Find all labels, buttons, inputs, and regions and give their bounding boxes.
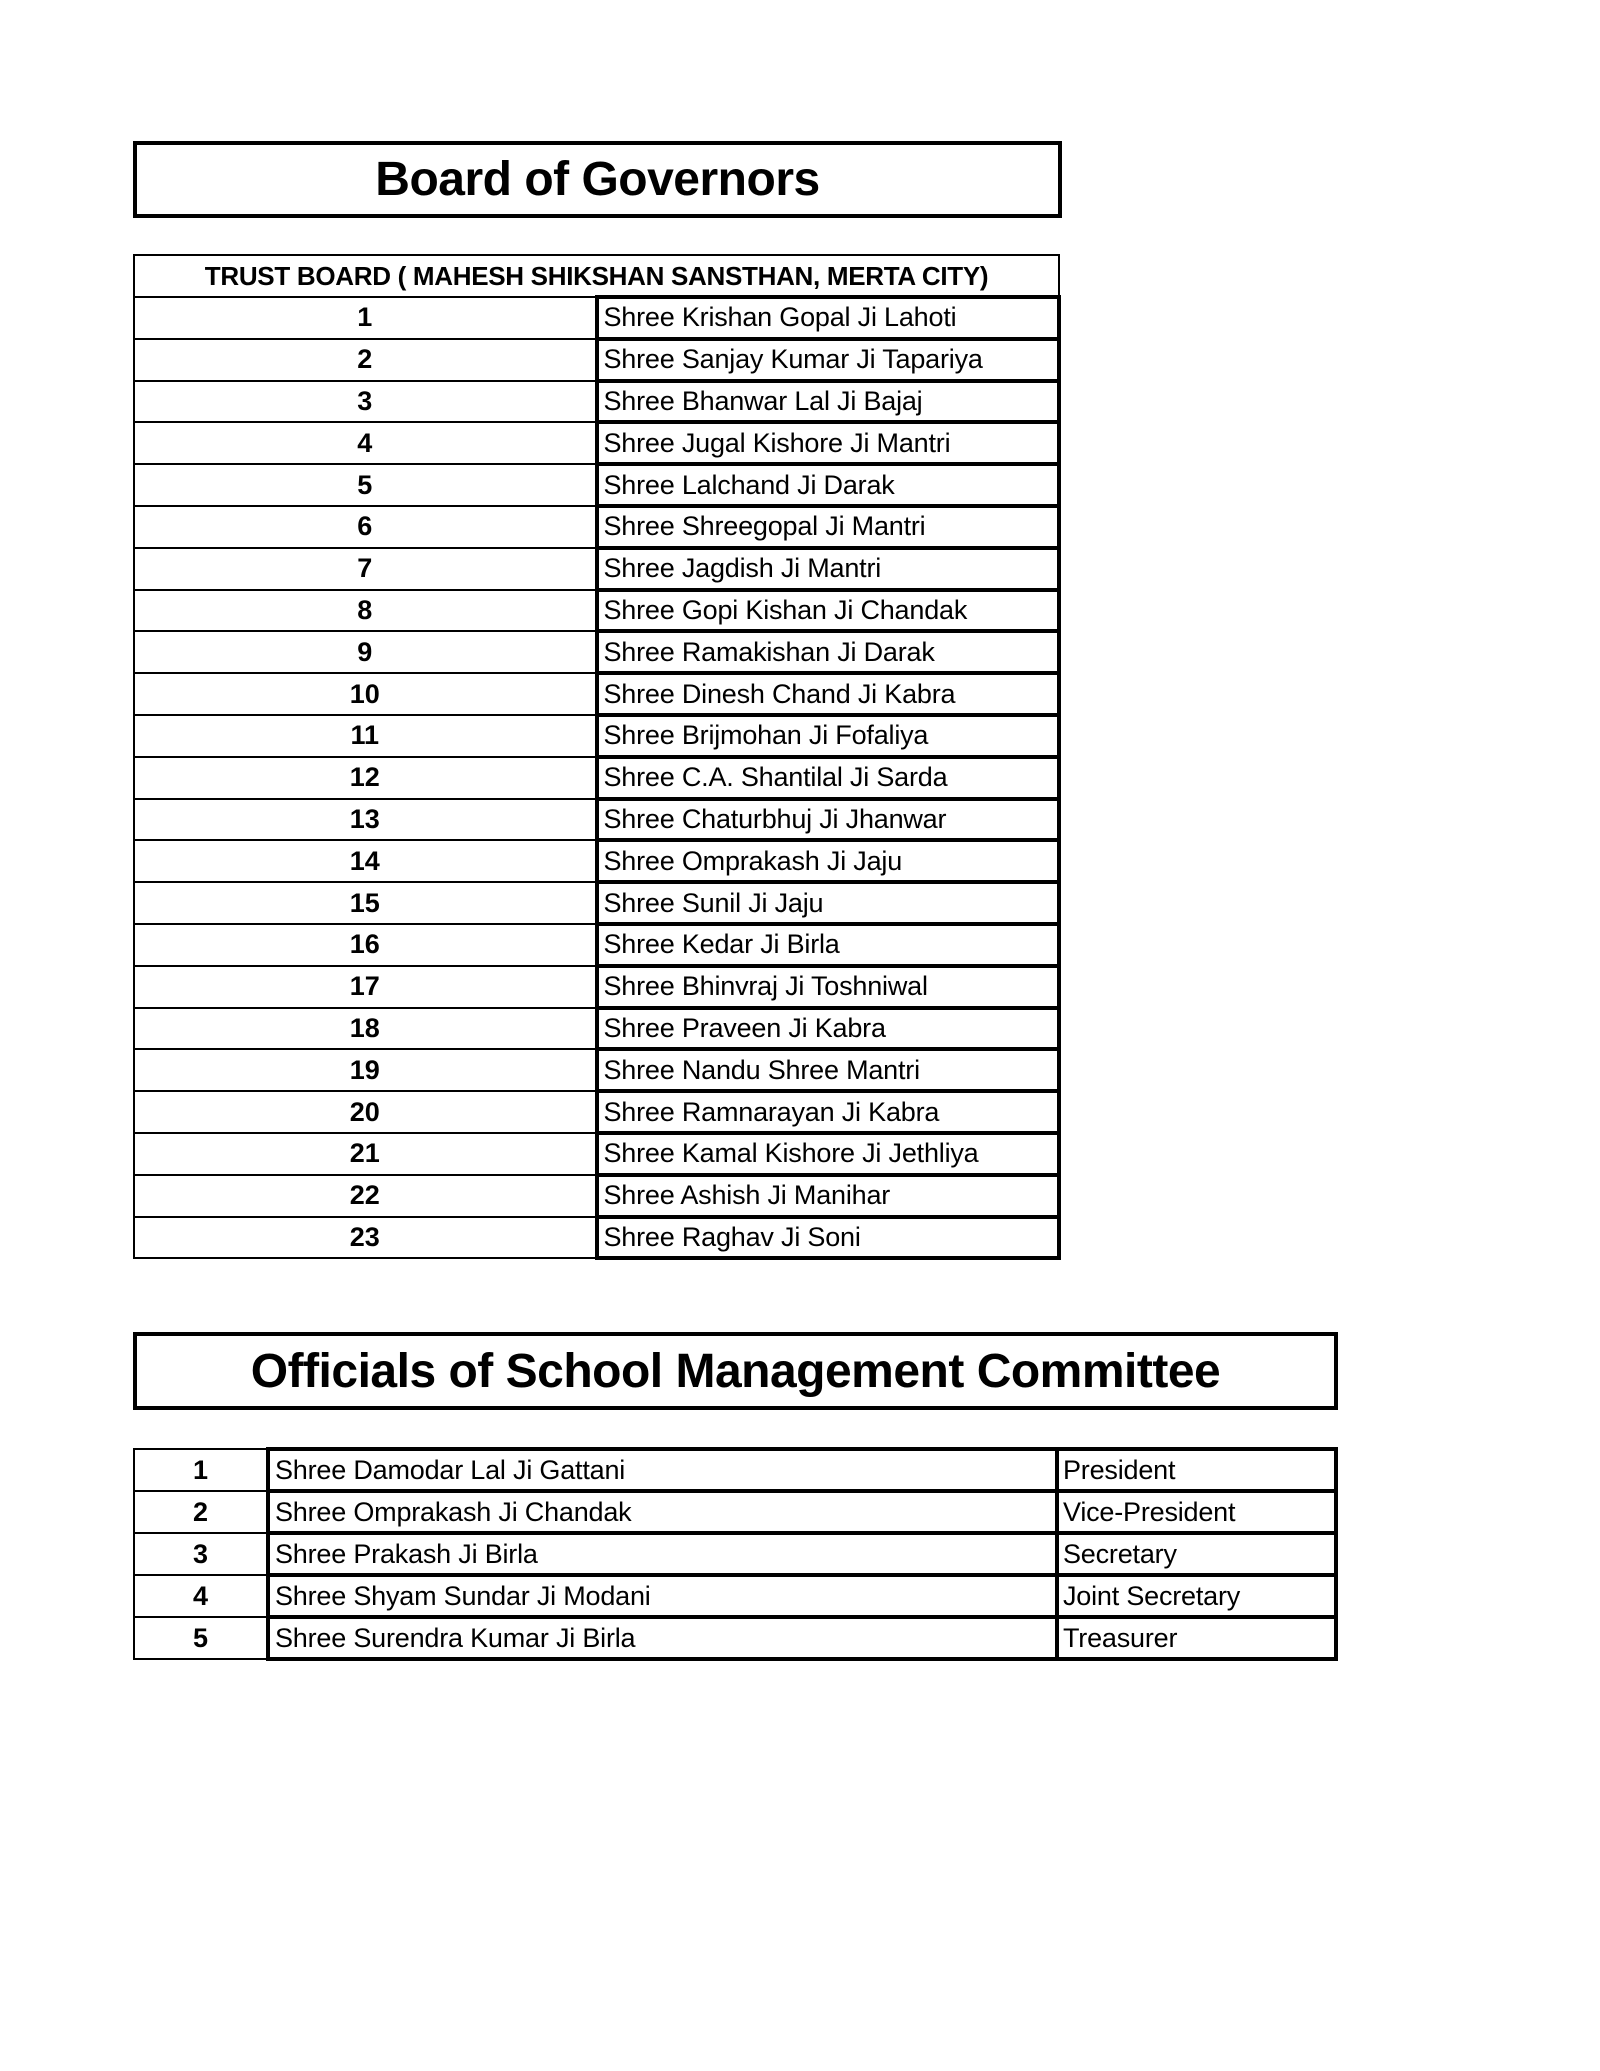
serial-number-cell: 21 — [134, 1133, 597, 1175]
serial-number-cell: 13 — [134, 799, 597, 841]
member-name-cell: Shree Ashish Ji Manihar — [597, 1175, 1060, 1217]
serial-number-cell: 6 — [134, 506, 597, 548]
member-name-cell: Shree Brijmohan Ji Fofaliya — [597, 715, 1060, 757]
official-role-cell: President — [1057, 1449, 1336, 1491]
table-row — [134, 339, 1059, 381]
member-name-cell: Shree Ramnarayan Ji Kabra — [597, 1091, 1060, 1133]
member-name-cell: Shree Jagdish Ji Mantri — [597, 548, 1060, 590]
serial-number-cell: 11 — [134, 715, 597, 757]
trust-board-rows — [134, 297, 1059, 1258]
serial-number-cell: 2 — [134, 339, 597, 381]
member-name-cell: Shree Kedar Ji Birla — [597, 924, 1060, 966]
member-name-cell: Shree Raghav Ji Soni — [597, 1217, 1060, 1259]
board-of-governors-title: Board of Governors — [133, 141, 1062, 218]
table-row — [134, 1533, 1336, 1575]
official-role-cell: Joint Secretary — [1057, 1575, 1336, 1617]
serial-number-cell: 14 — [134, 840, 597, 882]
serial-number-cell: 9 — [134, 631, 597, 673]
table-row — [134, 1091, 1059, 1133]
serial-number-cell: 8 — [134, 590, 597, 632]
school-management-committee-title: Officials of School Management Committee — [133, 1332, 1338, 1410]
official-role-cell: Treasurer — [1057, 1617, 1336, 1659]
member-name-cell: Shree Krishan Gopal Ji Lahoti — [597, 297, 1060, 339]
serial-number-cell: 5 — [134, 1617, 268, 1659]
table-row — [134, 381, 1059, 423]
official-role-cell: Secretary — [1057, 1533, 1336, 1575]
official-name-cell: Shree Damodar Lal Ji Gattani — [268, 1449, 1057, 1491]
table-row — [134, 1617, 1336, 1659]
table-row — [134, 715, 1059, 757]
serial-number-cell: 3 — [134, 381, 597, 423]
table-row — [134, 590, 1059, 632]
table-row — [134, 882, 1059, 924]
serial-number-cell: 20 — [134, 1091, 597, 1133]
table-row — [134, 1133, 1059, 1175]
member-name-cell: Shree Dinesh Chand Ji Kabra — [597, 673, 1060, 715]
member-name-cell: Shree Chaturbhuj Ji Jhanwar — [597, 799, 1060, 841]
table-row — [134, 1491, 1336, 1533]
member-name-cell: Shree Bhanwar Lal Ji Bajaj — [597, 381, 1060, 423]
table-row — [134, 966, 1059, 1008]
member-name-cell: Shree Nandu Shree Mantri — [597, 1049, 1060, 1091]
table-row — [134, 631, 1059, 673]
member-name-cell: Shree Praveen Ji Kabra — [597, 1008, 1060, 1050]
serial-number-cell: 5 — [134, 464, 597, 506]
member-name-cell: Shree C.A. Shantilal Ji Sarda — [597, 757, 1060, 799]
trust-board-header-row — [134, 255, 1059, 297]
member-name-cell: Shree Sunil Ji Jaju — [597, 882, 1060, 924]
member-name-cell: Shree Lalchand Ji Darak — [597, 464, 1060, 506]
member-name-cell: Shree Bhinvraj Ji Toshniwal — [597, 966, 1060, 1008]
serial-number-cell: 4 — [134, 1575, 268, 1617]
member-name-cell: Shree Omprakash Ji Jaju — [597, 840, 1060, 882]
serial-number-cell: 17 — [134, 966, 597, 1008]
table-row — [134, 1217, 1059, 1259]
serial-number-cell: 10 — [134, 673, 597, 715]
table-row — [134, 1008, 1059, 1050]
table-row — [134, 757, 1059, 799]
serial-number-cell: 22 — [134, 1175, 597, 1217]
serial-number-cell: 4 — [134, 422, 597, 464]
official-name-cell: Shree Prakash Ji Birla — [268, 1533, 1057, 1575]
trust-board-table — [133, 254, 1061, 1260]
table-row — [134, 1575, 1336, 1617]
table-row — [134, 548, 1059, 590]
table-row — [134, 924, 1059, 966]
serial-number-cell: 18 — [134, 1008, 597, 1050]
smc-officials-table — [133, 1447, 1338, 1661]
table-row — [134, 673, 1059, 715]
member-name-cell: Shree Ramakishan Ji Darak — [597, 631, 1060, 673]
table-row — [134, 840, 1059, 882]
serial-number-cell: 12 — [134, 757, 597, 799]
member-name-cell: Shree Shreegopal Ji Mantri — [597, 506, 1060, 548]
serial-number-cell: 1 — [134, 1449, 268, 1491]
member-name-cell: Shree Gopi Kishan Ji Chandak — [597, 590, 1060, 632]
serial-number-cell: 15 — [134, 882, 597, 924]
official-name-cell: Shree Shyam Sundar Ji Modani — [268, 1575, 1057, 1617]
table-row — [134, 1175, 1059, 1217]
table-row — [134, 297, 1059, 339]
official-name-cell: Shree Omprakash Ji Chandak — [268, 1491, 1057, 1533]
official-name-cell: Shree Surendra Kumar Ji Birla — [268, 1617, 1057, 1659]
serial-number-cell: 3 — [134, 1533, 268, 1575]
serial-number-cell: 7 — [134, 548, 597, 590]
serial-number-cell: 1 — [134, 297, 597, 339]
table-row — [134, 1449, 1336, 1491]
serial-number-cell: 23 — [134, 1217, 597, 1259]
table-row — [134, 506, 1059, 548]
table-row — [134, 799, 1059, 841]
member-name-cell: Shree Jugal Kishore Ji Mantri — [597, 422, 1060, 464]
serial-number-cell: 19 — [134, 1049, 597, 1091]
serial-number-cell: 2 — [134, 1491, 268, 1533]
trust-board-header: TRUST BOARD ( MAHESH SHIKSHAN SANSTHAN, MERTA CITY) — [134, 255, 1059, 297]
smc-officials-rows — [134, 1449, 1336, 1659]
serial-number-cell: 16 — [134, 924, 597, 966]
member-name-cell: Shree Kamal Kishore Ji Jethliya — [597, 1133, 1060, 1175]
table-row — [134, 422, 1059, 464]
table-row — [134, 464, 1059, 506]
official-role-cell: Vice-President — [1057, 1491, 1336, 1533]
table-row — [134, 1049, 1059, 1091]
member-name-cell: Shree Sanjay Kumar Ji Tapariya — [597, 339, 1060, 381]
